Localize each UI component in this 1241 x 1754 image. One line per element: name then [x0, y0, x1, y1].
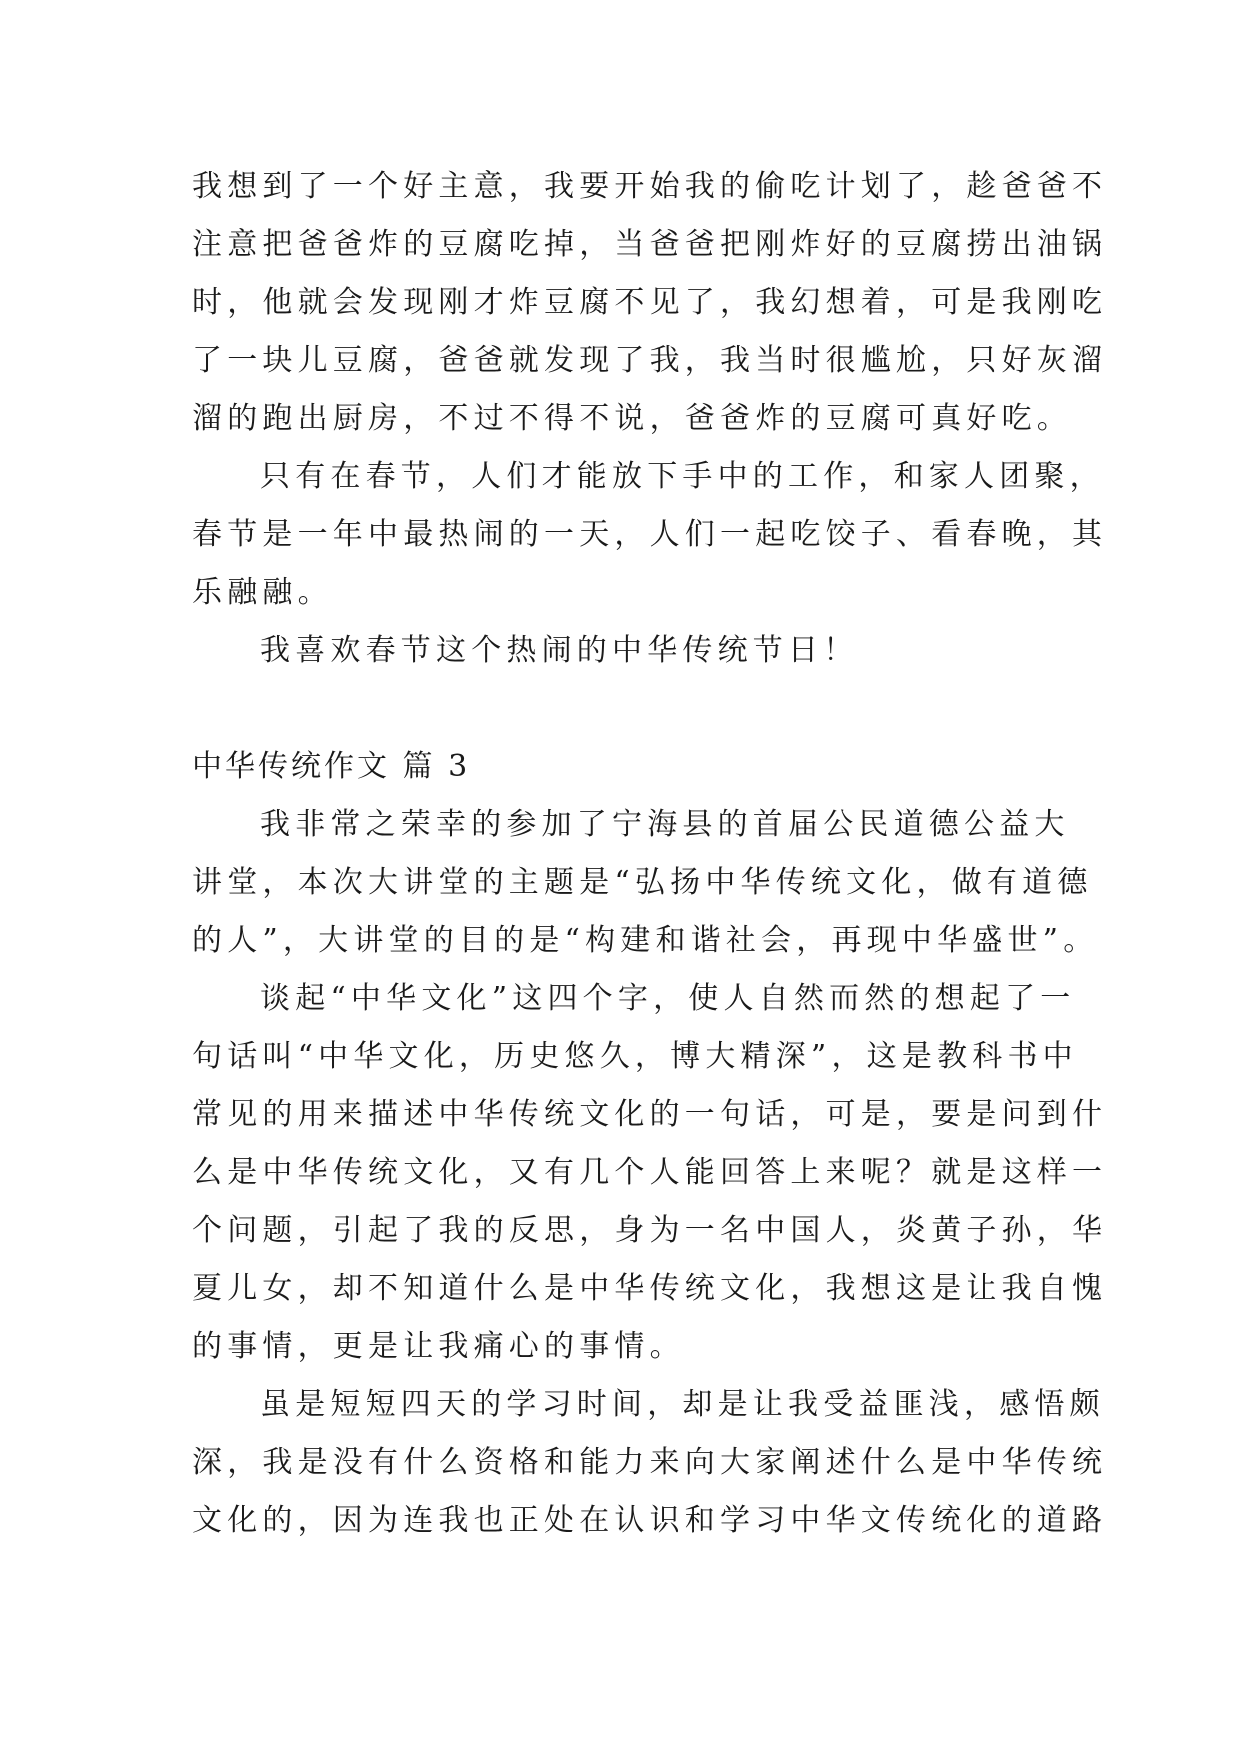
- paragraph-line: 谈起“中华文化”这四个字，使人自然而然的想起了一: [260, 981, 1076, 1016]
- paragraph-line: 夏儿女，却不知道什么是中华传统文化，我想这是让我自愧: [192, 1271, 1108, 1306]
- paragraph: [192, 1376, 1108, 1550]
- paragraph: [192, 158, 1108, 448]
- heading-text: 中华传统作文 篇 3: [192, 749, 471, 784]
- paragraph-line: 我喜欢春节这个热闹的中华传统节日！: [260, 633, 859, 668]
- paragraph-line: 溜的跑出厨房，不过不得不说，爸爸炸的豆腐可真好吃。: [192, 401, 1072, 436]
- paragraph-line: 个问题，引起了我的反思，身为一名中国人，炎黄子孙，华: [192, 1213, 1108, 1248]
- section-spacer: [192, 680, 1052, 738]
- paragraph-line: 讲堂，本次大讲堂的主题是“弘扬中华传统文化，做有道德: [192, 865, 1093, 900]
- paragraph-line: 春节是一年中最热闹的一天，人们一起吃饺子、看春晚，其: [192, 517, 1108, 552]
- paragraph-line: 的人”，大讲堂的目的是“构建和谐社会，再现中华盛世”。: [192, 923, 1099, 958]
- paragraph-line: 乐融融。: [192, 575, 333, 610]
- paragraph-line: 注意把爸爸炸的豆腐吃掉，当爸爸把刚炸好的豆腐捞出油锅: [192, 227, 1108, 262]
- paragraph-line: 文化的，因为连我也正处在认识和学习中华文传统化的道路: [192, 1503, 1108, 1538]
- paragraph: [192, 970, 1108, 1376]
- document-body: [192, 158, 1108, 1550]
- paragraph-line: 虽是短短四天的学习时间，却是让我受益匪浅，感悟颇: [260, 1387, 1105, 1422]
- paragraph: [192, 796, 1099, 970]
- paragraph-line: 的事情，更是让我痛心的事情。: [192, 1329, 685, 1364]
- section-heading: [192, 738, 1052, 796]
- paragraph-line: 常见的用来描述中华传统文化的一句话，可是，要是问到什: [192, 1097, 1108, 1132]
- paragraph-line: 只有在春节，人们才能放下手中的工作，和家人团聚，: [260, 459, 1105, 494]
- paragraph-line: 么是中华传统文化，又有几个人能回答上来呢？就是这样一: [192, 1155, 1108, 1190]
- paragraph-line: 我想到了一个好主意，我要开始我的偷吃计划了，趁爸爸不: [192, 169, 1108, 204]
- paragraph: [192, 622, 1052, 680]
- paragraph-line: 句话叫“中华文化，历史悠久，博大精深”，这是教科书中: [192, 1039, 1078, 1074]
- paragraph-line: 了一块儿豆腐，爸爸就发现了我，我当时很尴尬，只好灰溜: [192, 343, 1108, 378]
- paragraph-line: 时，他就会发现刚才炸豆腐不见了，我幻想着，可是我刚吃: [192, 285, 1108, 320]
- paragraph-line: 我非常之荣幸的参加了宁海县的首届公民道德公益大: [260, 807, 1070, 842]
- paragraph: [192, 448, 1108, 622]
- paragraph-line: 深，我是没有什么资格和能力来向大家阐述什么是中华传统: [192, 1445, 1108, 1480]
